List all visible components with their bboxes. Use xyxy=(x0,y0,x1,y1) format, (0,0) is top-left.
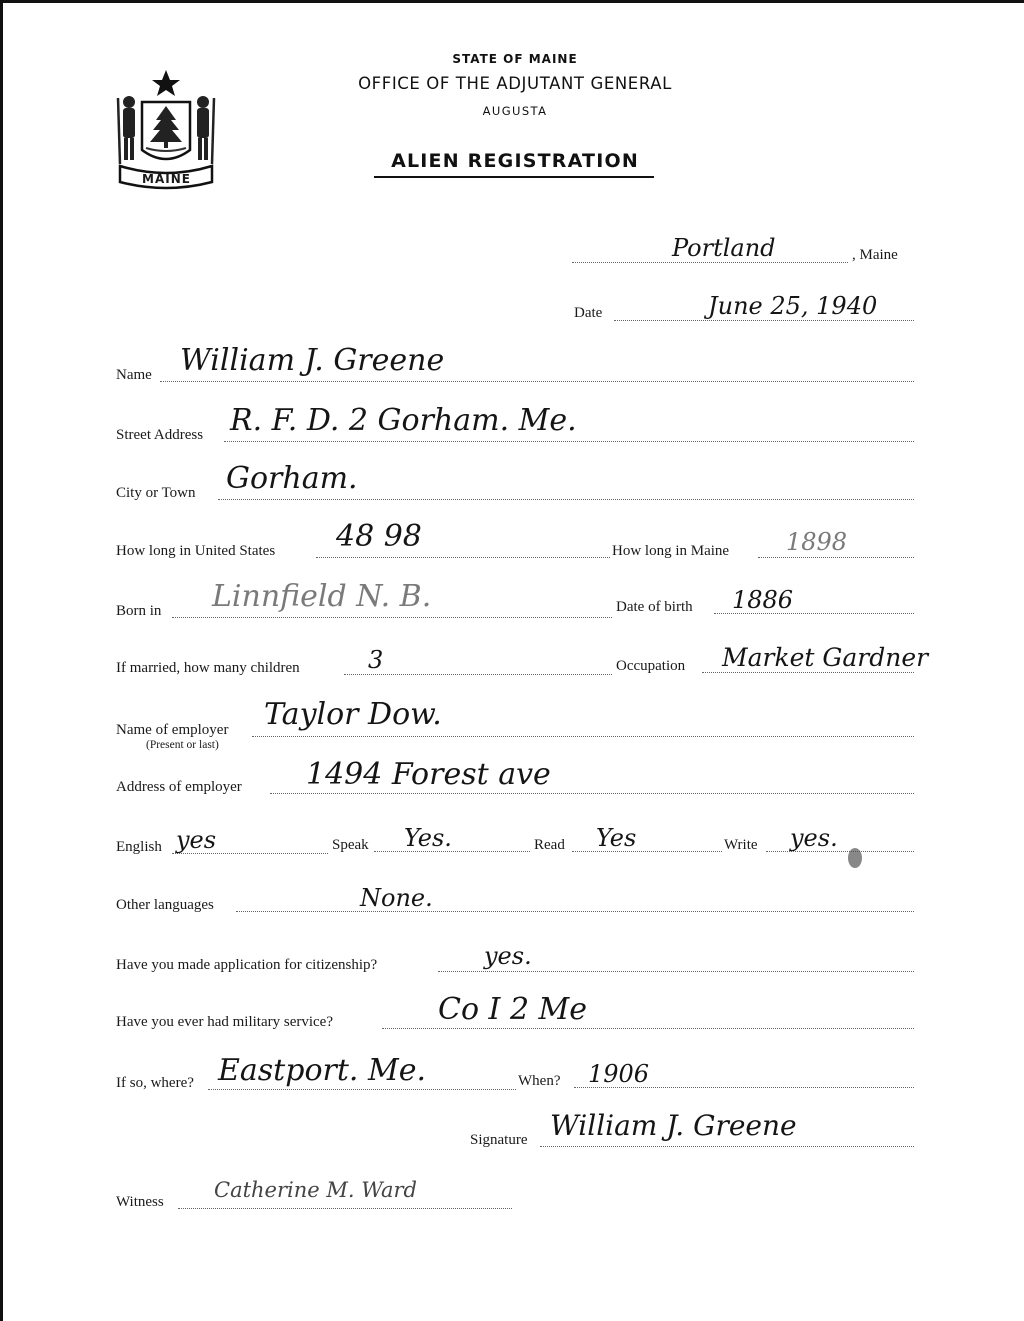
read-label: Read xyxy=(534,837,565,853)
how-long-us-label: How long in United States xyxy=(116,543,276,559)
born-in-label: Born in xyxy=(116,603,162,619)
name-line xyxy=(160,381,914,382)
military-line xyxy=(382,1028,914,1029)
header-state: STATE OF MAINE xyxy=(452,52,578,66)
children-line xyxy=(344,674,612,675)
children-label: If married, how many children xyxy=(116,660,300,676)
occupation-line xyxy=(702,672,914,673)
how-long-us-value: 48 98 xyxy=(336,519,422,554)
english-label: English xyxy=(116,839,162,855)
signature-line xyxy=(540,1146,914,1147)
city-label: City or Town xyxy=(116,485,196,501)
seal-text: MAINE xyxy=(142,172,191,186)
how-long-maine-label: How long in Maine xyxy=(612,543,730,559)
scan-border-top xyxy=(0,0,1024,3)
write-line xyxy=(766,851,914,852)
witness-value: Catherine M. Ward xyxy=(214,1178,417,1202)
write-value: yes. xyxy=(790,824,838,852)
employer-address-label: Address of employer xyxy=(116,779,242,795)
date-of-birth-value: 1886 xyxy=(732,586,794,614)
date-value: June 25, 1940 xyxy=(708,292,878,320)
employer-address-value: 1494 Forest ave xyxy=(306,757,551,792)
where-value: Eastport. Me. xyxy=(218,1053,426,1088)
scan-border-left xyxy=(0,0,3,1321)
ink-blot xyxy=(848,848,862,868)
title-underline xyxy=(374,176,654,178)
speak-line xyxy=(374,851,530,852)
other-languages-line xyxy=(236,911,914,912)
date-label: Date xyxy=(574,305,603,321)
citizenship-value: yes. xyxy=(484,942,532,970)
speak-value: Yes. xyxy=(404,824,452,852)
citizenship-label: Have you made application for citizenship? xyxy=(116,957,378,973)
how-long-maine-value: 1898 xyxy=(786,528,848,556)
header-office: OFFICE OF THE ADJUTANT GENERAL xyxy=(358,74,672,93)
other-languages-value: None. xyxy=(360,884,433,912)
born-in-value: Linnfield N. B. xyxy=(212,579,432,614)
other-languages-label: Other languages xyxy=(116,897,214,913)
occupation-value: Market Gardner xyxy=(722,643,929,672)
street-address-label: Street Address xyxy=(116,427,204,443)
read-value: Yes xyxy=(596,824,637,852)
place-line xyxy=(572,262,848,263)
street-address-line xyxy=(224,441,914,442)
employer-name-line xyxy=(252,736,914,737)
form-title: ALIEN REGISTRATION xyxy=(391,150,639,172)
read-line xyxy=(572,851,722,852)
citizenship-line xyxy=(438,971,914,972)
when-value: 1906 xyxy=(588,1060,650,1088)
city-value: Gorham. xyxy=(226,461,358,496)
employer-name-value: Taylor Dow. xyxy=(264,697,442,732)
military-value: Co I 2 Me xyxy=(438,992,588,1027)
english-value: yes xyxy=(176,826,217,854)
name-label: Name xyxy=(116,367,152,383)
how-long-us-line xyxy=(316,557,610,558)
place-value: Portland xyxy=(672,234,776,262)
street-address-value: R. F. D. 2 Gorham. Me. xyxy=(230,403,577,438)
header-city: AUGUSTA xyxy=(482,104,548,118)
born-in-line xyxy=(172,617,612,618)
date-of-birth-label: Date of birth xyxy=(616,599,693,615)
date-line xyxy=(614,320,914,321)
name-value: William J. Greene xyxy=(180,343,445,378)
children-value: 3 xyxy=(368,646,384,674)
how-long-maine-line xyxy=(758,557,914,558)
where-line xyxy=(208,1089,516,1090)
occupation-label: Occupation xyxy=(616,658,686,674)
city-line xyxy=(218,499,914,500)
where-label: If so, where? xyxy=(116,1075,194,1091)
speak-label: Speak xyxy=(332,837,369,853)
signature-value: William J. Greene xyxy=(550,1109,797,1142)
witness-label: Witness xyxy=(116,1194,164,1210)
employer-name-label: Name of employer xyxy=(116,722,229,738)
signature-label: Signature xyxy=(470,1132,528,1148)
place-suffix: , Maine xyxy=(852,247,898,263)
write-label: Write xyxy=(724,837,758,853)
when-label: When? xyxy=(518,1073,561,1089)
witness-line xyxy=(178,1208,512,1209)
military-label: Have you ever had military service? xyxy=(116,1014,333,1030)
employer-address-line xyxy=(270,793,914,794)
employer-name-sublabel: (Present or last) xyxy=(146,739,219,751)
